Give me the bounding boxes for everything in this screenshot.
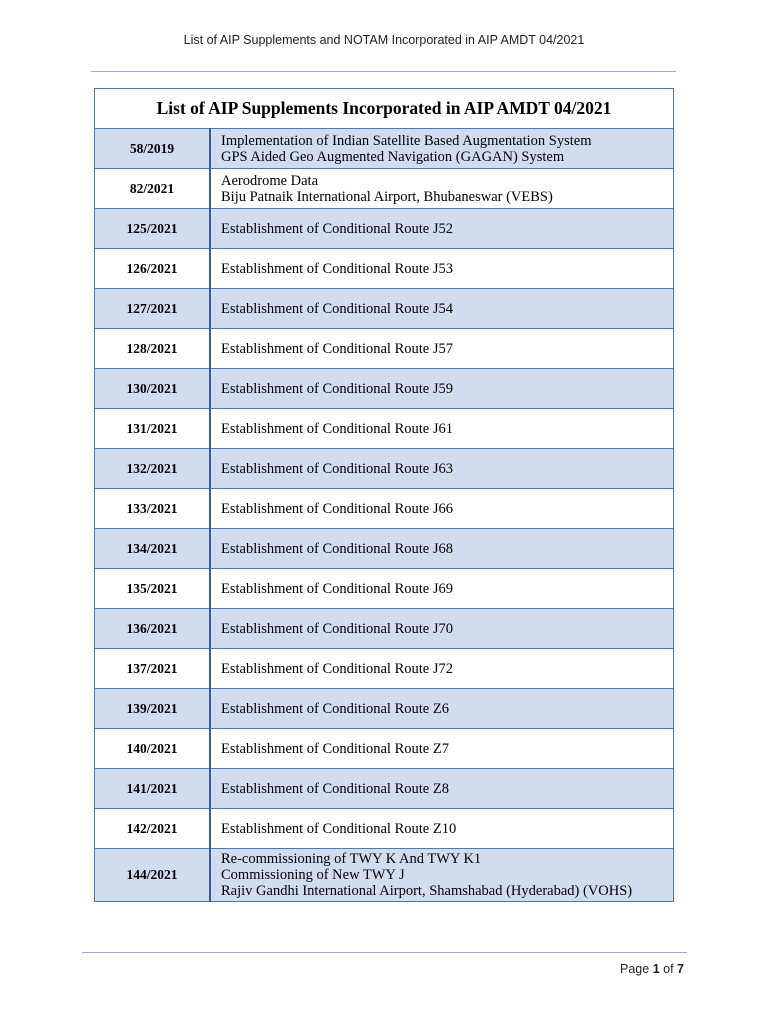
supplement-number: 137/2021 <box>95 649 211 689</box>
supplement-number: 133/2021 <box>95 489 211 529</box>
page-number <box>620 962 684 976</box>
description-line: Establishment of Conditional Route J68 <box>221 540 453 557</box>
supplement-description <box>210 249 674 289</box>
description-line: Establishment of Conditional Route J54 <box>221 300 453 317</box>
supplement-number: 128/2021 <box>95 329 211 369</box>
supplement-description <box>210 569 674 609</box>
supplement-number: 136/2021 <box>95 609 211 649</box>
supplement-number: 126/2021 <box>95 249 211 289</box>
table-row <box>95 169 674 209</box>
table-row <box>95 129 674 169</box>
table-row <box>95 249 674 289</box>
table-row <box>95 369 674 409</box>
table-row <box>95 289 674 329</box>
supplement-description <box>210 769 674 809</box>
description-line: Establishment of Conditional Route J61 <box>221 420 453 437</box>
supplement-number: 127/2021 <box>95 289 211 329</box>
supplement-number: 142/2021 <box>95 809 211 849</box>
description-line: Establishment of Conditional Route J69 <box>221 580 453 597</box>
table-title: List of AIP Supplements Incorporated in AIP AMDT 04/2021 <box>95 89 674 129</box>
table-row <box>95 689 674 729</box>
table-row <box>95 849 674 902</box>
supplement-description <box>210 809 674 849</box>
description-line: Implementation of Indian Satellite Based Augmentation System <box>221 132 592 149</box>
description-line: Establishment of Conditional Route Z7 <box>221 740 449 757</box>
description-line: GPS Aided Geo Augmented Navigation (GAGAN) System <box>221 148 565 165</box>
supplement-description <box>210 169 674 209</box>
supplement-number: 125/2021 <box>95 209 211 249</box>
description-line: Establishment of Conditional Route Z6 <box>221 700 449 717</box>
description-line: Re-commissioning of TWY K And TWY K1 <box>221 851 482 867</box>
table-row <box>95 489 674 529</box>
table-row <box>95 409 674 449</box>
description-line: Establishment of Conditional Route J66 <box>221 500 453 517</box>
supplement-description <box>210 369 674 409</box>
supplement-number: 58/2019 <box>95 129 211 169</box>
supplement-description <box>210 529 674 569</box>
supplement-description <box>210 729 674 769</box>
table-row <box>95 609 674 649</box>
page-header: List of AIP Supplements and NOTAM Incorporated in AIP AMDT 04/2021 <box>183 33 585 47</box>
supplement-number: 132/2021 <box>95 449 211 489</box>
table-row <box>95 569 674 609</box>
description-line: Aerodrome Data <box>221 172 319 189</box>
table-row <box>95 529 674 569</box>
description-line: Establishment of Conditional Route J57 <box>221 340 453 357</box>
description-line: Establishment of Conditional Route J53 <box>221 260 453 277</box>
header-divider <box>91 71 676 72</box>
description-line: Biju Patnaik International Airport, Bhubaneswar (VEBS) <box>221 188 553 205</box>
supplement-description <box>210 329 674 369</box>
supplement-number: 141/2021 <box>95 769 211 809</box>
description-line: Establishment of Conditional Route Z10 <box>221 820 457 837</box>
supplement-description <box>210 129 674 169</box>
supplement-description <box>210 649 674 689</box>
table-row <box>95 329 674 369</box>
supplement-number: 82/2021 <box>95 169 211 209</box>
description-line: Establishment of Conditional Route J52 <box>221 220 453 237</box>
supplement-number: 140/2021 <box>95 729 211 769</box>
supplement-number: 131/2021 <box>95 409 211 449</box>
table-row <box>95 449 674 489</box>
supplement-description <box>210 289 674 329</box>
supplement-number: 139/2021 <box>95 689 211 729</box>
description-line: Commissioning of New TWY J <box>221 867 405 883</box>
supplement-number: 130/2021 <box>95 369 211 409</box>
table-row <box>95 649 674 689</box>
supplement-description <box>210 489 674 529</box>
of-word: of <box>663 962 674 976</box>
supplement-description <box>210 209 674 249</box>
page-current: 1 <box>652 962 660 976</box>
supplement-description <box>210 849 674 902</box>
supplement-description <box>210 689 674 729</box>
supplement-number: 144/2021 <box>95 849 211 902</box>
description-line: Establishment of Conditional Route J59 <box>221 380 453 397</box>
supplement-description <box>210 449 674 489</box>
table-row <box>95 729 674 769</box>
description-line: Establishment of Conditional Route J70 <box>221 620 453 637</box>
footer-divider <box>82 952 687 953</box>
supplement-number: 134/2021 <box>95 529 211 569</box>
supplement-description <box>210 609 674 649</box>
supplements-table <box>94 88 674 902</box>
description-line: Rajiv Gandhi International Airport, Shamshabad (Hyderabad) (VOHS) <box>221 883 633 899</box>
supplement-number: 135/2021 <box>95 569 211 609</box>
description-line: Establishment of Conditional Route J63 <box>221 460 453 477</box>
page-word: Page <box>620 962 650 976</box>
supplement-description <box>210 409 674 449</box>
description-line: Establishment of Conditional Route J72 <box>221 660 453 677</box>
description-line: Establishment of Conditional Route Z8 <box>221 780 449 797</box>
table-row <box>95 769 674 809</box>
table-row <box>95 809 674 849</box>
table-row <box>95 209 674 249</box>
table-body <box>95 129 674 902</box>
page-total: 7 <box>677 962 684 976</box>
